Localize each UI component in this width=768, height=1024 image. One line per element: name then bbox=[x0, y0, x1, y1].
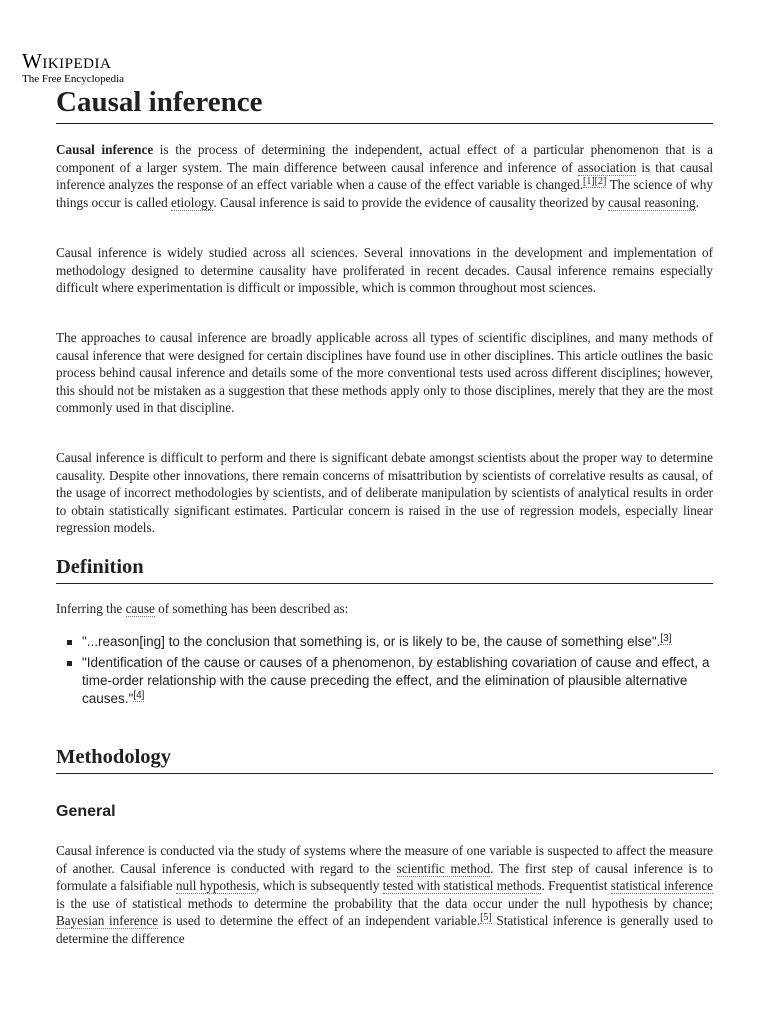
link-causal-reasoning[interactable]: causal reasoning bbox=[608, 194, 696, 210]
intro-paragraph-3: The approaches to causal inference are broadly applicable across all types of scientific disciplines, and many methods of causal inference that were designed for certain disciplines have found use in other disciplines. This article outlines the basic process behind causal inference and details some of the more conventional tests used across different disciplines; however, this should not be mistaken as a suggestion that these methods apply only to those disciplines, merely that they are the most commonly used in that discipline. bbox=[56, 330, 713, 416]
citation-5[interactable]: [5] bbox=[480, 911, 492, 923]
intro-paragraph-4: Causal inference is difficult to perform and there is significant debate amongst scientists about the proper way to determine causality. Despite other innovations, there remain concerns of misattribution by scientists of correlative results as causal, of the usage of incorrect methodologies by scientists, and of deliberate manipulation by scientists of analytical results in order to obtain statistically significant estimates. Particular concern is raised in the use of regression models, especially linear regression models. bbox=[56, 450, 713, 536]
link-bayesian-inference[interactable]: Bayesian inference bbox=[56, 913, 159, 929]
definition-heading: Definition bbox=[56, 554, 713, 584]
citation-2[interactable]: [2] bbox=[594, 175, 607, 187]
link-tested-with-statistical-methods[interactable]: tested with statistical methods bbox=[382, 878, 542, 894]
definition-section bbox=[56, 554, 713, 584]
list-item bbox=[56, 633, 713, 651]
definition-quotes bbox=[56, 633, 713, 711]
citation-3[interactable]: [3] bbox=[660, 632, 672, 644]
methodology-section bbox=[56, 744, 713, 774]
logo-wordmark: Wikipedia bbox=[22, 49, 112, 73]
quote-text: "...reason[ing] to the conclusion that something is, or is likely to be, the cause of something else". bbox=[82, 634, 661, 649]
bullet-icon bbox=[67, 640, 72, 645]
lead-term: Causal inference bbox=[56, 142, 154, 157]
logo-tagline: The Free Encyclopedia bbox=[22, 73, 125, 85]
definition-lead: Inferring the cause of something has been described as: bbox=[56, 601, 349, 616]
general-subsection bbox=[56, 802, 713, 822]
definition-lead-block bbox=[56, 600, 713, 618]
general-paragraph-block bbox=[56, 842, 713, 948]
citation-1[interactable]: [1] bbox=[583, 175, 595, 187]
link-scientific-method[interactable]: scientific method bbox=[396, 860, 491, 876]
page-title: Causal inference bbox=[56, 84, 713, 124]
intro-paragraph-2: Causal inference is widely studied across all sciences. Several innovations in the development and implementation of methodology designed to determine causality have proliferated in recent decades. Causal inference remains especially difficult where experimentation is difficult or impossible, which is common throughout most sciences. bbox=[56, 245, 713, 296]
methodology-heading: Methodology bbox=[56, 744, 713, 774]
intro-paragraph-2-block bbox=[56, 244, 713, 297]
intro-paragraph-4-block bbox=[56, 449, 713, 537]
intro-paragraph-1: Causal inference is the process of determining the independent, actual effect of a particular phenomenon that is a component of a larger system. The main difference between causal inference and inference of association is that causal inference analyzes the response of an effect variable when a cause of the effect variable is changed.[1][2] The science of why things occur is called etiology. Causal inference is said to provide the evidence of causality theorized by causal reasoning. bbox=[56, 142, 713, 210]
link-association[interactable]: association bbox=[577, 159, 637, 175]
link-statistical-inference[interactable]: statistical inference bbox=[610, 878, 713, 894]
quote-text: "Identification of the cause or causes of a phenomenon, by establishing covariation of cause and effect, a time-order relationship with the cause preceding the effect, and the elimination of plausible alternative causes." bbox=[82, 655, 710, 706]
wikipedia-logo[interactable] bbox=[22, 50, 182, 85]
intro-section bbox=[56, 141, 713, 211]
general-paragraph: Causal inference is conducted via the study of systems where the measure of one variable is suspected to affect the measure of another. Causal inference is conducted with regard to the scientific method. The first step of causal inference is to formulate a falsifiable null hypothesis, which is subsequently tested with statistical methods. Frequentist statistical inference is the use of statistical methods to determine the probability that the data occur under the null hypothesis by chance; Bayesian inference is used to determine the effect of an independent variable.[5] Statistical inference is generally used to determine the difference bbox=[56, 843, 713, 946]
bullet-icon bbox=[67, 661, 72, 666]
intro-paragraph-3-block bbox=[56, 329, 713, 417]
link-cause[interactable]: cause bbox=[125, 601, 155, 616]
general-heading: General bbox=[56, 803, 116, 820]
link-etiology[interactable]: etiology bbox=[171, 194, 214, 210]
list-item bbox=[56, 654, 713, 708]
citation-4[interactable]: [4] bbox=[133, 689, 145, 701]
link-null-hypothesis[interactable]: null hypothesis bbox=[175, 878, 257, 894]
